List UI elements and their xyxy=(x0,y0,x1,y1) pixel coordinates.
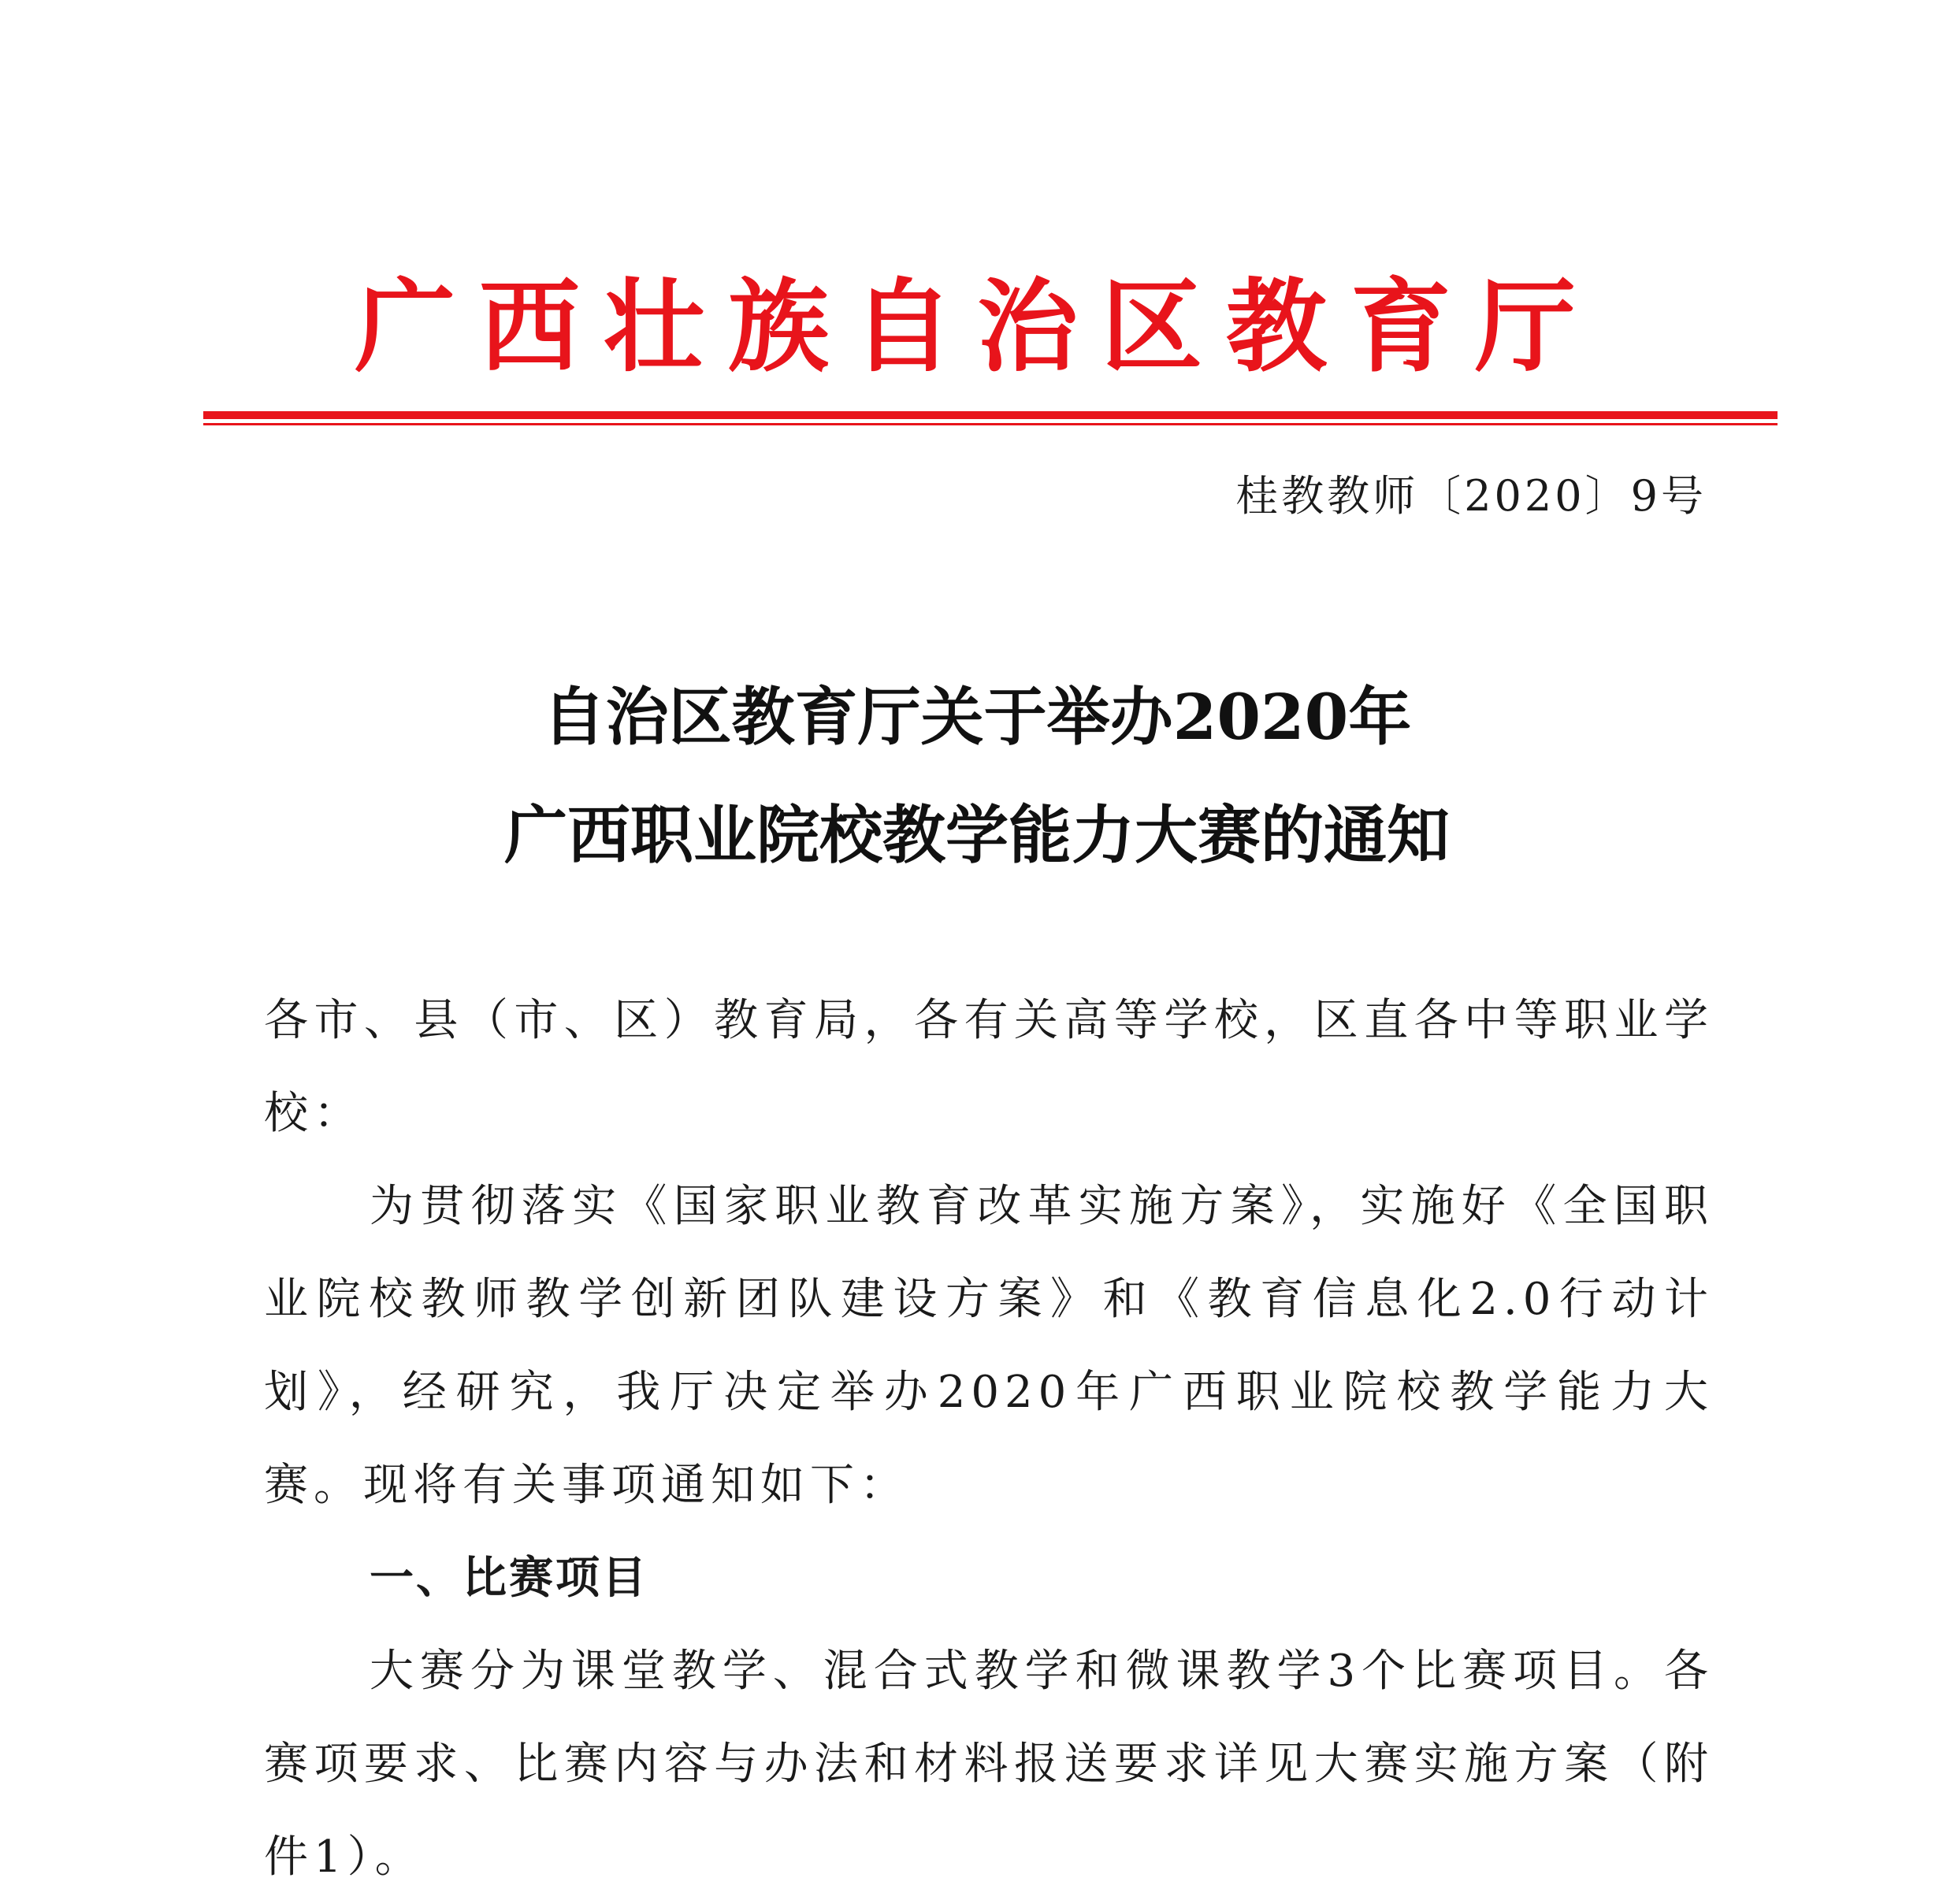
red-header-rule-thin xyxy=(203,423,1778,425)
document-body xyxy=(264,974,1714,1904)
section-heading: 一、比赛项目 xyxy=(370,1553,648,1604)
document-number: 桂教教师〔2020〕9号 xyxy=(1235,471,1707,521)
salutation: 各市、县（市、区）教育局，各有关高等学校，区直各中等职业学校： xyxy=(264,995,1714,1139)
document-title-line-2: 广西职业院校教学能力大赛的通知 xyxy=(504,798,1450,872)
body-paragraph: 大赛分为课堂教学、混合式教学和微课教学3个比赛项目。各赛项要求、比赛内容与办法和材料报送要求详见大赛实施方案（附件1）。 xyxy=(264,1646,1714,1883)
body-paragraph: 为贯彻落实《国家职业教育改革实施方案》，实施好《全国职业院校教师教学创新团队建设方案》和《教育信息化2.0行动计划》，经研究，我厅决定举办2020年广西职业院校教学能力大赛。现将有关事项通知如下： xyxy=(264,1181,1714,1511)
document-title-line-1: 自治区教育厅关于举办2020年 xyxy=(542,680,1412,754)
red-header-rule xyxy=(203,411,1778,419)
agency-header: 广西壮族自治区教育厅 xyxy=(354,268,1599,386)
